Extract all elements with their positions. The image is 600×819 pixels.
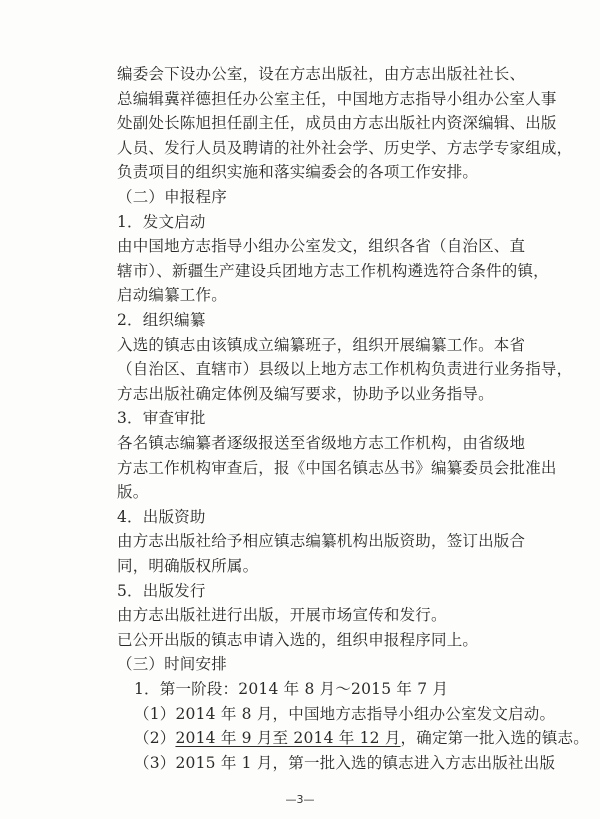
schedule-item-3: （3）2015 年 1 月，第一批入选的镇志进入方志出版社出版 [134,753,556,772]
text-line-17: 方志工作机构审查后，报《中国名镇志丛书》编纂委员会批准出 [117,458,557,477]
text-line-12: 入选的镇志由该镇成立编纂班子，组织开展编纂工作。本省 [117,335,526,354]
schedule-item-2-date-range: 2014 年 9 月至 2014 年 12 月 [175,729,401,748]
text-line-5: 负责项目的组织实施和落实编委会的各项工作安排。 [117,163,479,182]
step-heading-1: 1．发文启动 [117,212,206,231]
step-heading-3: 3．审查审批 [117,409,206,428]
text-line-8: 由中国地方志指导小组办公室发文，组织各省（自治区、直 [117,237,526,256]
text-line-14: 方志出版社确定体例及编写要求，协助予以业务指导。 [117,384,494,403]
text-line-10: 启动编纂工作。 [117,286,227,305]
text-line-9: 辖市）、新疆生产建设兵团地方志工作机构遴选符合条件的镇， [117,261,549,280]
schedule-item-2 [134,728,589,748]
step-heading-4: 4．出版资助 [117,507,206,526]
text-line-18: 版。 [117,483,149,502]
text-line-24: 已公开出版的镇志申请入选的，组织申报程序同上。 [117,630,479,649]
text-line-3: 处副处长陈旭担任副主任，成员由方志出版社内资深编辑、出版 [117,114,557,133]
step-heading-2: 2．组织编纂 [117,311,206,329]
text-line-1: 编委会下设办公室，设在方志出版社，由方志出版社社长、 [117,65,526,83]
text-line-4: 人员、发行人员及聘请的社外社会学、历史学、方志学专家组成， [117,138,573,157]
section-heading-2: （二）申报程序 [117,188,227,206]
page-number: —3— [285,793,315,806]
step-heading-5: 5．出版发行 [117,581,206,600]
schedule-item-2-rest: ，确定第一批入选的镇志。 [400,729,589,748]
schedule-item-2-prefix: （2） [134,729,176,748]
phase-heading-1: 1．第一阶段：2014 年 8 月～2015 年 7 月 [134,680,449,698]
text-line-21: 同，明确版权所属。 [117,557,259,575]
text-line-2: 总编辑冀祥德担任办公室主任，中国地方志指导小组办公室人事 [117,89,557,108]
text-line-13: （自治区、直辖市）县级以上地方志工作机构负责进行业务指导， [117,360,573,379]
text-line-20: 由方志出版社给予相应镇志编纂机构出版资助，签订出版合 [117,532,526,551]
text-line-16: 各名镇志编纂者逐级报送至省级地方志工作机构，由省级地 [117,434,526,452]
schedule-item-1: （1）2014 年 8 月，中国地方志指导小组办公室发文启动。 [134,704,556,723]
text-line-23: 由方志出版社进行出版，开展市场宣传和发行。 [117,606,447,625]
section-heading-3: （三）时间安排 [117,655,227,674]
